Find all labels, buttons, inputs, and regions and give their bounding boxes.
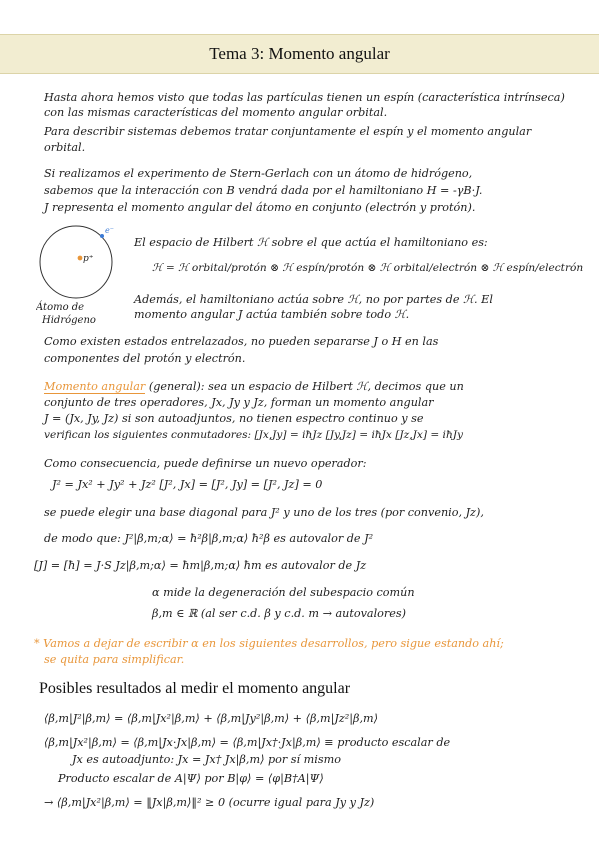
hilbert-line: Además, el hamiltoniano actúa sobre ℋ, no por partes de ℋ. El (134, 293, 493, 306)
intro-line: sabemos que la interacción con B vendrá dada por el hamiltoniano H = -γB·J. (44, 184, 483, 197)
atom-caption: Átomo de (36, 302, 85, 313)
intro-line: Hasta ahora hemos visto que todas las partículas tienen un espín (característica intrínseca) (44, 91, 565, 104)
hydrogen-atom-diagram (36, 224, 126, 332)
page-title: Tema 3: Momento angular (209, 44, 390, 63)
intro-line: orbital. (44, 141, 86, 154)
note-line: se quita para simplificar. (44, 653, 185, 666)
definition-term: Momento angular (44, 380, 146, 393)
electron-dot (100, 234, 104, 238)
result-line: ⟨β,m|Jx²|β,m⟩ = ⟨β,m|Jx·Jx|β,m⟩ = ⟨β,m|Jx†·Jx|β,m⟩ ≡ producto escalar de (44, 736, 451, 749)
consequence-line: de modo que: J²|β,m;α⟩ = ħ²β|β,m;α⟩ ħ²β es autovalor de J² (44, 532, 374, 545)
consequence-line: [J] = [ħ] = J·S Jz|β,m;α⟩ = ħm|β,m;α⟩ ħm es autovalor de Jz (34, 559, 367, 572)
definition-line: verifican los siguientes conmutadores: [Jx,Jy] = iħJz [Jy,Jz] = iħJx [Jz,Jx] = iħJy (44, 429, 464, 441)
note-line: * Vamos a dejar de escribir α en los siguientes desarrollos, pero sigue estando ahí; (34, 637, 504, 650)
hilbert-line: El espacio de Hilbert ℋ sobre el que actúa el hamiltoniano es: (134, 236, 488, 249)
consequence-line: Como consecuencia, puede definirse un nuevo operador: (44, 457, 367, 470)
intro-line: Para describir sistemas debemos tratar conjuntamente el espín y el momento angular (44, 125, 532, 138)
result-line: → ⟨β,m|Jx²|β,m⟩ = ‖Jx|β,m⟩‖² ≥ 0 (ocurre igual para Jy y Jz) (44, 796, 375, 809)
hilbert-formula: ℋ = ℋ orbital/protón ⊗ ℋ espín/protón ⊗ ℋ orbital/electrón ⊗ ℋ espín/electrón (152, 262, 584, 274)
definition-line: J = (Jx, Jy, Jz) si son autoadjuntos, no tienen espectro continuo y se (44, 412, 424, 425)
page-header (0, 34, 599, 74)
consequence-line: se puede elegir una base diagonal para J² y uno de los tres (por convenio, Jz), (44, 506, 484, 519)
electron-label: e⁻ (105, 226, 114, 235)
section-title: Posibles resultados al medir el momento angular (39, 680, 351, 697)
hilbert-line: momento angular J actúa también sobre todo ℋ. (134, 308, 410, 321)
intro-line: con las mismas características del momento angular orbital. (44, 106, 388, 119)
result-line: ⟨β,m|J²|β,m⟩ = ⟨β,m|Jx²|β,m⟩ + ⟨β,m|Jy²|β,m⟩ + ⟨β,m|Jz²|β,m⟩ (44, 712, 378, 725)
intro-line: Si realizamos el experimento de Stern-Gerlach con un átomo de hidrógeno, (44, 167, 473, 180)
consequence-line: α mide la degeneración del subespacio común (152, 586, 415, 599)
result-line: Producto escalar de A|Ψ⟩ por B|φ⟩ = ⟨φ|B†A|Ψ⟩ (58, 772, 324, 785)
entangled-line: componentes del protón y electrón. (44, 352, 246, 365)
proton-label: p⁺ (83, 254, 94, 264)
intro-line: J representa el momento angular del átomo en conjunto (electrón y protón). (44, 201, 476, 214)
consequence-line: J² = Jx² + Jy² + Jz² [J², Jx] = [J², Jy] = [J², Jz] = 0 (52, 478, 323, 491)
atom-caption: Hidrógeno (42, 315, 96, 326)
definition-line: conjunto de tres operadores, Jx, Jy y Jz, forman un momento angular (44, 396, 434, 409)
consequence-line: β,m ∈ ℝ (al ser c.d. β y c.d. m → autovalores) (152, 607, 406, 620)
proton-dot (78, 256, 83, 261)
entangled-line: Como existen estados entrelazados, no pueden separarse J o H en las (44, 335, 439, 348)
definition-line: (general): sea un espacio de Hilbert ℋ, decimos que un (148, 380, 464, 393)
result-line: Jx es autoadjunto: Jx = Jx† Jx|β,m⟩ por sí mismo (72, 753, 341, 766)
